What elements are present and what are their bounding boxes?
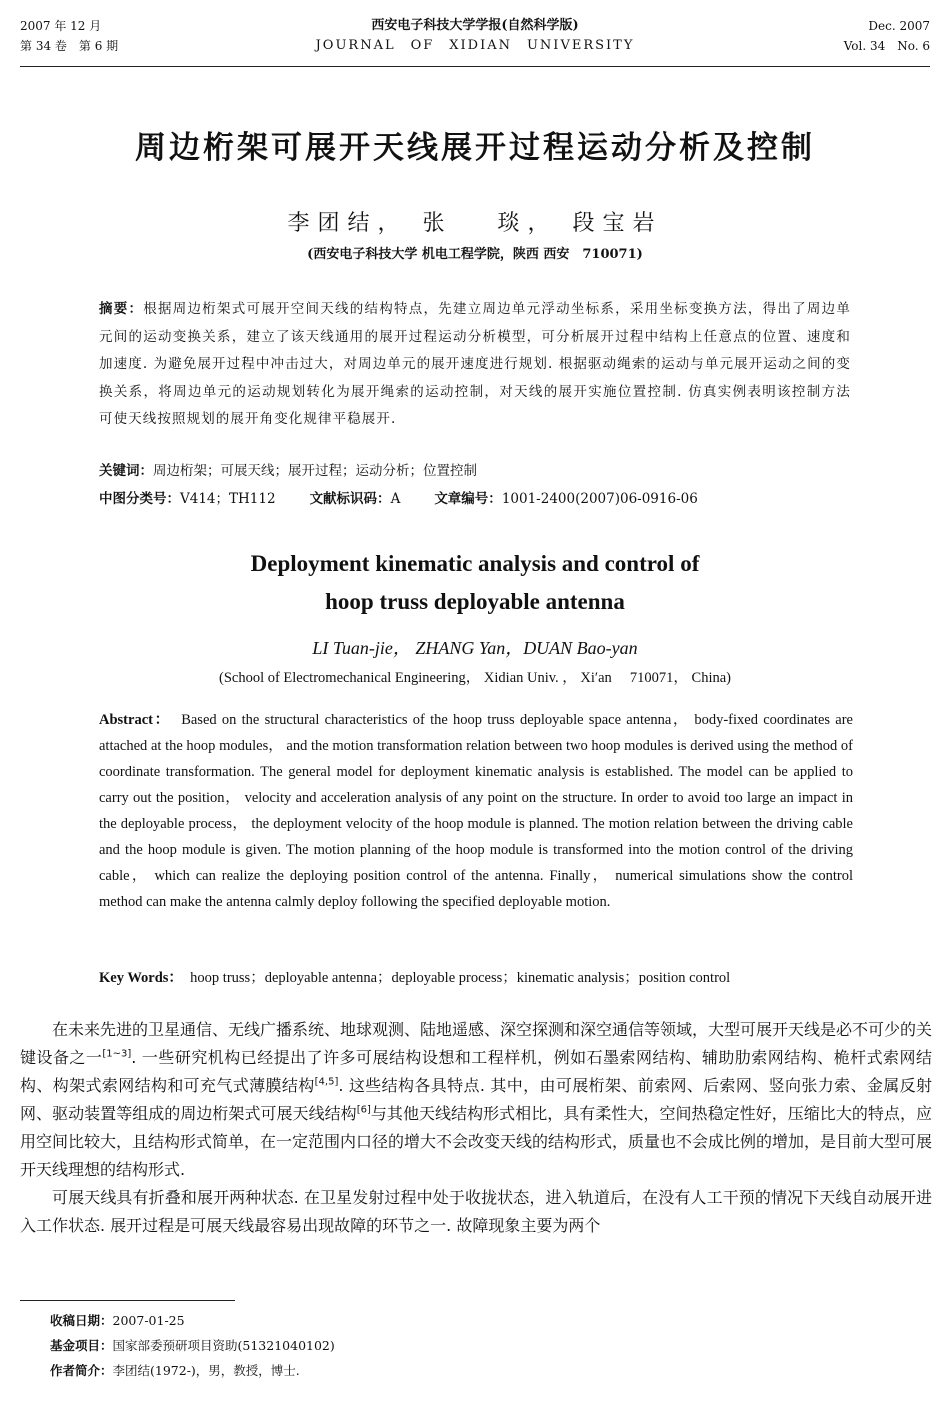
issue-date-en — [844, 16, 930, 56]
keywords-label-en: Key Words： — [99, 970, 183, 986]
body-paragraph: 在未来先进的卫星通信、无线广播系统、地球观测、陆地遥感、深空探测和深空通信等领域，大型可展开天线是必不可少的关键设备之一[1~3]. 一些研究机构已经提出了许多可展结构设想和工程样机，例如石墨索网结构、辅助肋索网结构、桅杆式索网结构、构架式索网结构和可充气式薄膜结构[4,5]. 这些结构各具特点. 其中，由可展桁架、前索网、后索网、竖向张力索、金属反射网、驱动装置等组成的周边桁架式可展天线结构[6]与其他天线结构形式相比，具有柔性大，空间热稳定性好，压缩比大的特点，应用空间比较大，且结构形式简单，在一定范围内口径的增大不会改变天线的结构形式，质量也不会成比例的增加，是目前大型可展开天线理想的结构形式. — [20, 1020, 933, 1179]
footnote-rule — [20, 1300, 235, 1301]
abstract-cn — [99, 296, 851, 434]
abstract-text-cn: 根据周边桁架式可展开空间天线的结构特点，先建立周边单元浮动坐标系，采用坐标变换方法，得出了周边单元间的运动变换关系，建立了该天线通用的展开过程运动分析模型，可分析展开过程中结构上任意点的位置、速度和加速度. 为避免展开过程中冲击过大，对周边单元的展开速度进行规划. 根据驱动绳索的运动与单元展开运动之间的变换关系，将周边单元的运动规划转化为展开绳索的运动控制，对天线的展开实施位置控制. 仿真实例表明该控制方法可使天线按照规划的展开角变化规律平稳展开. — [99, 301, 851, 427]
header-date-en: Dec. 2007 — [868, 19, 930, 33]
authors-cn: 李团结， 张 琰， 段宝岩 — [287, 211, 663, 236]
footnote-fund: 基金项目：国家部委预研项目资助(51321040102) — [50, 1338, 335, 1353]
running-header — [20, 16, 930, 66]
abstract-label-cn: 摘要： — [99, 301, 144, 317]
title-en-line1: Deployment kinematic analysis and control of — [250, 551, 700, 576]
citation-ref[interactable]: [4,5] — [314, 1076, 339, 1088]
abstract-label-en: Abstract： — [99, 712, 171, 728]
doc-code-label: 文献标识码： — [309, 491, 391, 507]
article-no-label: 文章编号： — [434, 491, 502, 507]
body-text — [20, 1016, 932, 1240]
footnotes — [50, 1308, 910, 1383]
clc-value: V414；TH112 — [180, 491, 276, 507]
journal-name-cn: 西安电子科技大学学报(自然科学版) — [371, 18, 579, 33]
paper-title-cn: 周边桁架可展开天线展开过程运动分析及控制 — [135, 130, 815, 166]
keywords-cn — [99, 460, 851, 482]
header-volume-en: Vol. 34 No. 6 — [843, 39, 930, 53]
body-paragraph: 可展天线具有折叠和展开两种状态. 在卫星发射过程中处于收拢状态，进入轨道后，在没有人工干预的情况下天线自动展开进入工作状态. 展开过程是可展天线最容易出现故障的环节之一. 故障现象主要为两个 — [20, 1188, 932, 1235]
doc-code-value: A — [390, 491, 401, 507]
citation-ref[interactable]: [6] — [356, 1104, 371, 1116]
header-volume-cn: 第 34 卷 第 6 期 — [20, 39, 119, 53]
journal-name — [20, 16, 930, 56]
clc-label: 中图分类号： — [99, 491, 180, 507]
article-no-value: 1001-2400(2007)06-0916-06 — [501, 491, 698, 507]
citation-ref[interactable]: [1~3] — [102, 1048, 132, 1060]
header-rule — [20, 66, 930, 67]
authors-en: LI Tuan-jie， ZHANG Yan，DUAN Bao-yan — [312, 638, 638, 658]
affiliation-cn: (西安电子科技大学 机电工程学院，陕西 西安 710071) — [307, 247, 643, 262]
abstract-text-en: Based on the structural characteristics of the hoop truss deployable space antenna， body-fixed coordinates are attached at the hoop modules， and the motion transformation relation between two hoop modules is derived using the method of coordinate transformation. The general model for deployment kinematic analysis is established. The model can be applied to carry out the position， velocity and acceleration analysis of any point on the structure. In order to avoid too large an impact in the deployable process， the deployment velocity of the hoop module is planned. The motion relation between the driving cable and the hoop module is given. The motion planning of the hoop module is transformed into the motion control of the driving cable， which can realize the deploying position control of the antenna. Finally， numerical simulations show the control method can make the antenna calmly deploy following the specified deployable motion. — [99, 712, 853, 910]
classification-line — [99, 488, 851, 510]
keywords-text-en: hoop truss；deployable antenna；deployable process；kinematic analysis；position control — [190, 970, 731, 986]
abstract-en — [99, 707, 853, 915]
keywords-label-cn: 关键词： — [99, 463, 153, 479]
paper-title-en — [0, 545, 950, 621]
footnote-received: 收稿日期：2007-01-25 — [50, 1313, 185, 1328]
keywords-en — [99, 965, 853, 991]
keywords-text-cn: 周边桁架；可展天线；展开过程；运动分析；位置控制 — [153, 463, 477, 479]
footnote-author: 作者简介：李团结(1972-)，男，教授，博士. — [50, 1363, 300, 1378]
affiliation-en: (School of Electromechanical Engineering， Xidian Univ. ， Xi′an 710071， China) — [218, 670, 732, 686]
header-date-cn: 2007 年 12 月 — [20, 19, 102, 33]
title-en-line2: hoop truss deployable antenna — [325, 589, 625, 614]
journal-name-en: JOURNAL OF XIDIAN UNIVERSITY — [315, 38, 635, 53]
